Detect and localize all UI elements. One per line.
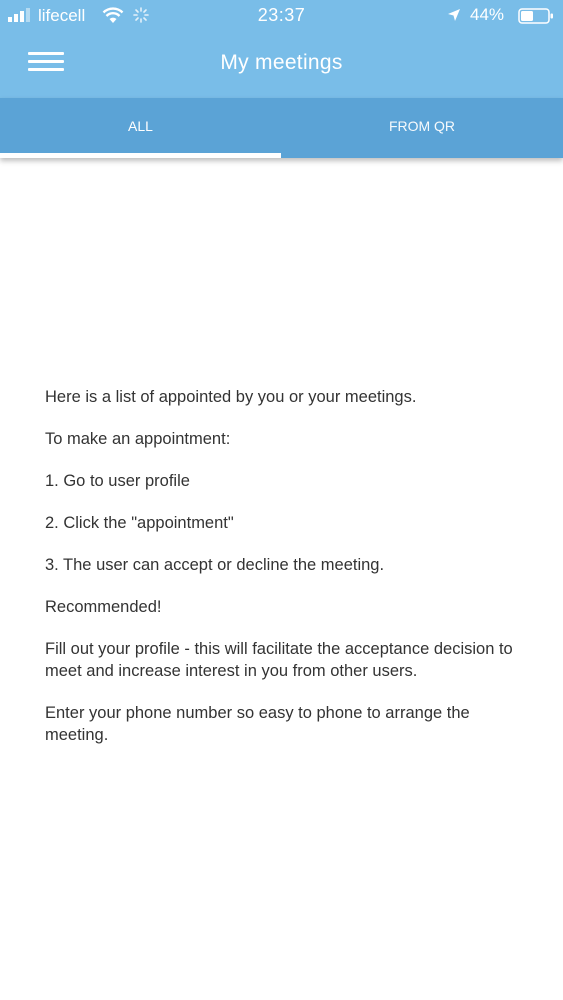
carrier-name: lifecell [38,6,86,25]
recommendation-phone: Enter your phone number so easy to phone to arrange the meeting. [45,704,470,744]
instructions-heading: To make an appointment: [45,430,231,448]
recommendation-profile: Fill out your profile - this will facilitate the acceptance decision to meet and increase interest in you from other users. [45,640,513,680]
status-bar [0,0,563,32]
instruction-step-1: 1. Go to user profile [45,472,190,490]
app-header [0,0,563,98]
page-title: My meetings [220,51,343,74]
location-arrow-icon [447,8,461,22]
recommended-heading: Recommended! [45,598,162,616]
status-time: 23:37 [257,5,306,25]
instruction-step-3: 3. The user can accept or decline the meeting. [45,556,385,574]
battery-percent: 44% [470,5,505,24]
active-tab-indicator [0,153,281,158]
meetings-empty-state [45,386,525,766]
instruction-step-2: 2. Click the "appointment" [45,514,234,532]
tab-all[interactable]: ALL [128,118,153,134]
battery-icon [518,8,554,24]
intro-text: Here is a list of appointed by you or your meetings. [45,388,417,406]
tab-bar [0,98,563,158]
tab-from-qr[interactable]: FROM QR [388,118,456,134]
